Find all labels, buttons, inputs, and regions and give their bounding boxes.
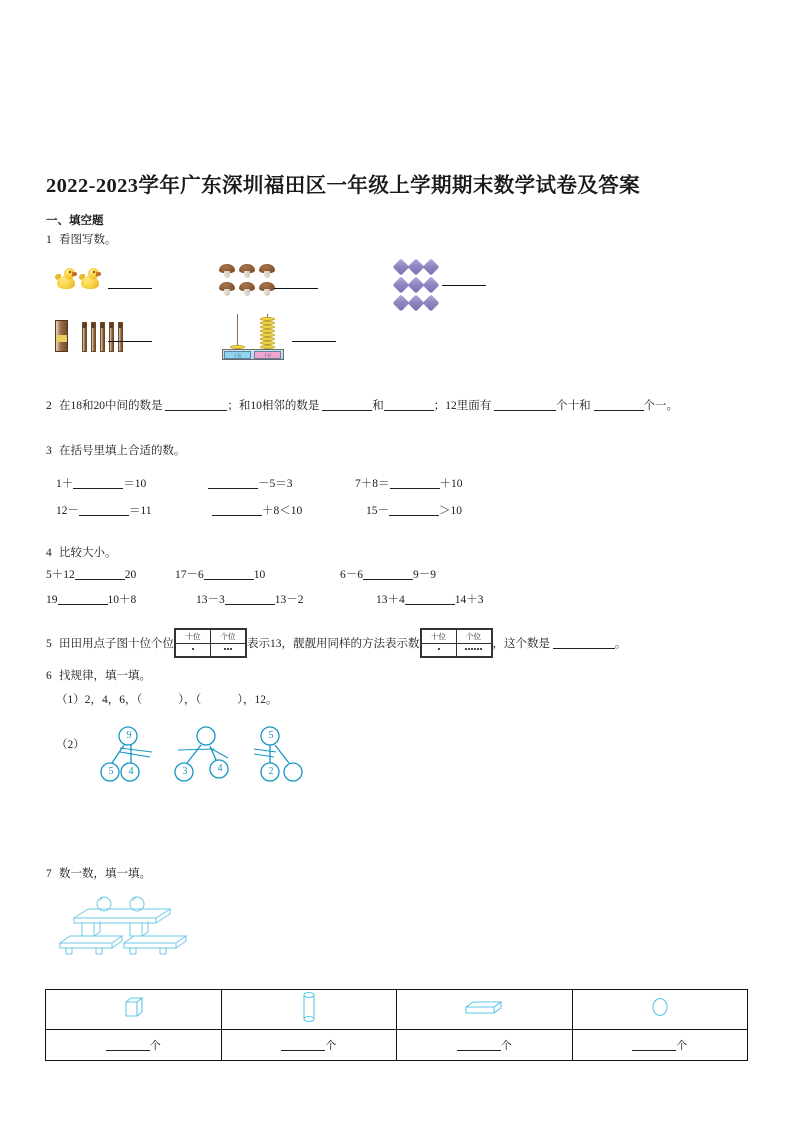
q3-expr-6-left: 15－ <box>366 505 389 517</box>
pv2-tens-dots <box>421 644 456 657</box>
pencil-icon <box>100 322 105 352</box>
q6-part-1-a: 2，4，6，（ <box>84 694 143 706</box>
q3-expr-4-right: ＝11 <box>129 505 152 517</box>
q4-cmp-1-left: 5＋12 <box>46 569 75 581</box>
answer-blank-q4-6[interactable] <box>405 592 455 605</box>
q4-cmp-4-right: 10＋8 <box>107 594 137 606</box>
question-1-number: 1 <box>46 234 52 246</box>
question-1-text: 看图写数。 <box>59 234 117 246</box>
q6-part-2-label-text: （2） <box>56 739 85 751</box>
pv2-ones-dots <box>456 644 491 657</box>
q4-cmp-1 <box>46 567 136 584</box>
cuboid-icon <box>462 997 506 1017</box>
answer-blank-q4-5[interactable] <box>225 592 275 605</box>
q3-expr-1-left: 1＋ <box>56 478 74 490</box>
pv1-ones-dots <box>211 644 246 657</box>
q3-expr-1 <box>56 476 146 493</box>
answer-blank-count-cylinder[interactable] <box>281 1038 325 1051</box>
sphere-icon <box>648 994 672 1020</box>
question-6-stem <box>46 668 151 685</box>
answer-blank-q1-diamonds[interactable] <box>442 285 486 286</box>
cell-shape-cylinder <box>221 990 397 1030</box>
diamond-group <box>394 260 439 314</box>
q5-text-c: ，这个数是 <box>492 638 550 650</box>
question-7-text: 数一数，填一填。 <box>59 868 151 880</box>
q3-expr-2 <box>208 476 293 493</box>
q5-text-a: 田田用点子图十位个位 <box>59 638 174 650</box>
pencil-holder-icon <box>55 320 68 352</box>
mushroom-icon <box>259 282 275 296</box>
diamond-icon <box>409 278 424 293</box>
cell-count-cuboid[interactable] <box>397 1030 573 1061</box>
question-4-text: 比较大小。 <box>59 547 117 559</box>
q3-expr-2-right: －5＝3 <box>258 478 293 490</box>
pencil-icon <box>118 322 123 352</box>
q4-cmp-6-left: 13＋4 <box>376 594 405 606</box>
pv2-head-ones: 个位 <box>456 630 491 644</box>
pencil-icon <box>109 322 114 352</box>
answer-blank-q4-4[interactable] <box>58 592 108 605</box>
q4-cmp-4 <box>46 592 136 609</box>
q4-cmp-5-left: 13－3 <box>196 594 225 606</box>
unit-cuboid: 个 <box>500 1040 512 1052</box>
question-5 <box>46 628 626 658</box>
number-bond-3 <box>246 726 322 784</box>
q4-cmp-5 <box>196 592 304 609</box>
answer-blank-q2-c[interactable] <box>384 398 434 411</box>
block-figure-illustration <box>52 888 202 958</box>
diamond-icon <box>409 296 424 311</box>
cylinder-icon <box>296 990 322 1024</box>
q3-expr-5-right: ＋8＜10 <box>262 505 303 517</box>
diamond-icon <box>424 260 439 275</box>
cell-shape-sphere <box>572 990 748 1030</box>
bond-1-right: 4 <box>128 766 134 777</box>
answer-blank-count-cuboid[interactable] <box>457 1038 501 1051</box>
cell-shape-cube <box>46 990 222 1030</box>
answer-blank-count-cube[interactable] <box>106 1038 150 1051</box>
q4-cmp-4-left: 19 <box>46 594 58 606</box>
q6-part-1 <box>56 692 278 709</box>
cell-count-cylinder[interactable] <box>221 1030 397 1061</box>
mushroom-icon <box>239 282 255 296</box>
q3-expr-1-right: ＝10 <box>123 478 147 490</box>
pv2-head-tens: 十位 <box>421 630 456 644</box>
q6-part-1-label: （1） <box>56 694 85 706</box>
pencil-icon <box>91 322 96 352</box>
answer-blank-q3-6[interactable] <box>389 503 439 516</box>
bond-3-left: 2 <box>268 766 274 777</box>
cell-count-sphere[interactable] <box>572 1030 748 1061</box>
q3-expr-6 <box>366 503 462 520</box>
q4-cmp-2-left: 17－6 <box>175 569 204 581</box>
unit-cylinder: 个 <box>325 1040 337 1052</box>
answer-blank-q2-b[interactable] <box>322 398 372 411</box>
question-4-stem <box>46 545 117 562</box>
bond-3-top: 5 <box>268 730 274 741</box>
q2-part-2: 和 <box>372 400 384 412</box>
q2-part-5: 个一。 <box>643 400 678 412</box>
q6-part-1-b: ），（ <box>178 694 202 706</box>
question-3-stem <box>46 443 186 460</box>
q4-cmp-2-right: 10 <box>253 569 266 581</box>
mushroom-icon <box>259 264 275 278</box>
place-value-table-2 <box>420 628 493 658</box>
question-2-number: 2 <box>46 400 52 412</box>
q2-part-1: ；和10相邻的数是 <box>227 400 320 412</box>
q6-part-1-c: ），12。 <box>237 694 278 706</box>
q2-part-3: ；12里面有 <box>433 400 492 412</box>
q2-part-4: 个十和 <box>556 400 591 412</box>
diamond-icon <box>394 260 409 275</box>
answer-blank-q4-2[interactable] <box>204 567 254 580</box>
number-bond-1 <box>90 726 166 784</box>
page-title: 2022-2023学年广东深圳福田区一年级上学期期末数学试卷及答案 <box>46 175 641 197</box>
bond-2-left: 3 <box>182 766 188 777</box>
number-bond-2 <box>166 726 242 784</box>
q4-cmp-3-left: 6－6 <box>340 569 363 581</box>
q4-cmp-1-right: 20 <box>124 569 137 581</box>
q4-cmp-2 <box>175 567 265 584</box>
cell-shape-cuboid <box>397 990 573 1030</box>
answer-blank-q5[interactable] <box>553 636 615 649</box>
abacus-ones-label: 个位 <box>254 351 281 359</box>
diamond-icon <box>394 278 409 293</box>
cell-count-cube[interactable] <box>46 1030 222 1061</box>
answer-blank-q1-pencils[interactable] <box>108 341 152 342</box>
q2-part-0: 在18和20中间的数是 <box>59 400 163 412</box>
q4-cmp-3 <box>340 567 436 584</box>
bond-2-right: 4 <box>217 763 223 774</box>
bond-1-top: 9 <box>126 730 132 741</box>
diamond-icon <box>424 278 439 293</box>
answer-blank-q3-1[interactable] <box>73 476 123 489</box>
duck-group <box>56 268 100 294</box>
unit-cube: 个 <box>149 1040 161 1052</box>
q4-cmp-6-right: 14＋3 <box>454 594 484 606</box>
question-4-number: 4 <box>46 547 52 559</box>
answer-blank-q3-5[interactable] <box>212 503 262 516</box>
answer-blank-q2-a[interactable] <box>165 398 227 411</box>
answer-blank-q4-3[interactable] <box>363 567 413 580</box>
q3-expr-4 <box>56 503 152 520</box>
mushroom-icon <box>219 264 235 278</box>
q4-cmp-5-right: 13－2 <box>274 594 304 606</box>
pv1-head-ones: 个位 <box>211 630 246 644</box>
answer-blank-q3-2[interactable] <box>208 476 258 489</box>
q3-expr-6-right: ＞10 <box>439 505 462 517</box>
answer-blank-q4-1[interactable] <box>75 567 125 580</box>
q3-expr-3-left: 7＋8＝ <box>355 478 390 490</box>
question-3-number: 3 <box>46 445 52 457</box>
question-5-number: 5 <box>46 638 52 650</box>
question-6-text: 找规律，填一填。 <box>59 670 151 682</box>
answer-blank-q1-ducks[interactable] <box>108 288 152 289</box>
pencil-group <box>55 320 123 357</box>
q3-expr-3-right: ＋10 <box>439 478 463 490</box>
mushroom-icon <box>239 264 255 278</box>
q5-text-b: 表示13，靓靓用同样的方法表示数 <box>247 638 420 650</box>
abacus-tens-label: 十位 <box>224 351 251 359</box>
q4-cmp-6 <box>376 592 484 609</box>
place-value-table-1 <box>174 628 247 658</box>
answer-blank-q2-d[interactable] <box>494 398 556 411</box>
table-row-shapes <box>46 990 748 1030</box>
mushroom-group <box>219 264 275 300</box>
number-bond-3-lines <box>246 726 322 784</box>
q4-cmp-3-right: 9－9 <box>413 569 436 581</box>
question-7-stem <box>46 866 151 883</box>
mushroom-icon <box>219 282 235 296</box>
answer-blank-q3-3[interactable] <box>390 476 440 489</box>
diamond-icon <box>409 260 424 275</box>
duck-icon <box>80 268 100 289</box>
table-row-counts <box>46 1030 748 1061</box>
question-6-number: 6 <box>46 670 52 682</box>
question-1-stem <box>46 232 117 249</box>
q6-part-2-label <box>56 737 85 754</box>
answer-blank-q1-abacus[interactable] <box>292 341 336 342</box>
diamond-icon <box>424 296 439 311</box>
pv1-tens-dots <box>176 644 211 657</box>
pencil-icon <box>82 322 87 352</box>
shape-count-table <box>45 989 748 1061</box>
abacus-icon <box>222 312 284 360</box>
answer-blank-q1-mushrooms[interactable] <box>274 288 318 289</box>
answer-blank-q2-e[interactable] <box>594 398 644 411</box>
bond-1-left: 5 <box>108 766 114 777</box>
question-2 <box>46 398 678 415</box>
cube-icon <box>120 994 146 1020</box>
answer-blank-count-sphere[interactable] <box>632 1038 676 1051</box>
question-7-number: 7 <box>46 868 52 880</box>
q3-expr-4-left: 12－ <box>56 505 79 517</box>
q5-text-d: 。 <box>614 638 627 650</box>
q3-expr-3 <box>355 476 463 493</box>
diamond-icon <box>394 296 409 311</box>
question-3-text: 在括号里填上合适的数。 <box>59 445 186 457</box>
section-heading: 一、填空题 <box>46 215 104 227</box>
answer-blank-q3-4[interactable] <box>79 503 129 516</box>
q3-expr-5 <box>212 503 302 520</box>
unit-sphere: 个 <box>676 1040 688 1052</box>
pv1-head-tens: 十位 <box>176 630 211 644</box>
duck-icon <box>56 268 76 289</box>
